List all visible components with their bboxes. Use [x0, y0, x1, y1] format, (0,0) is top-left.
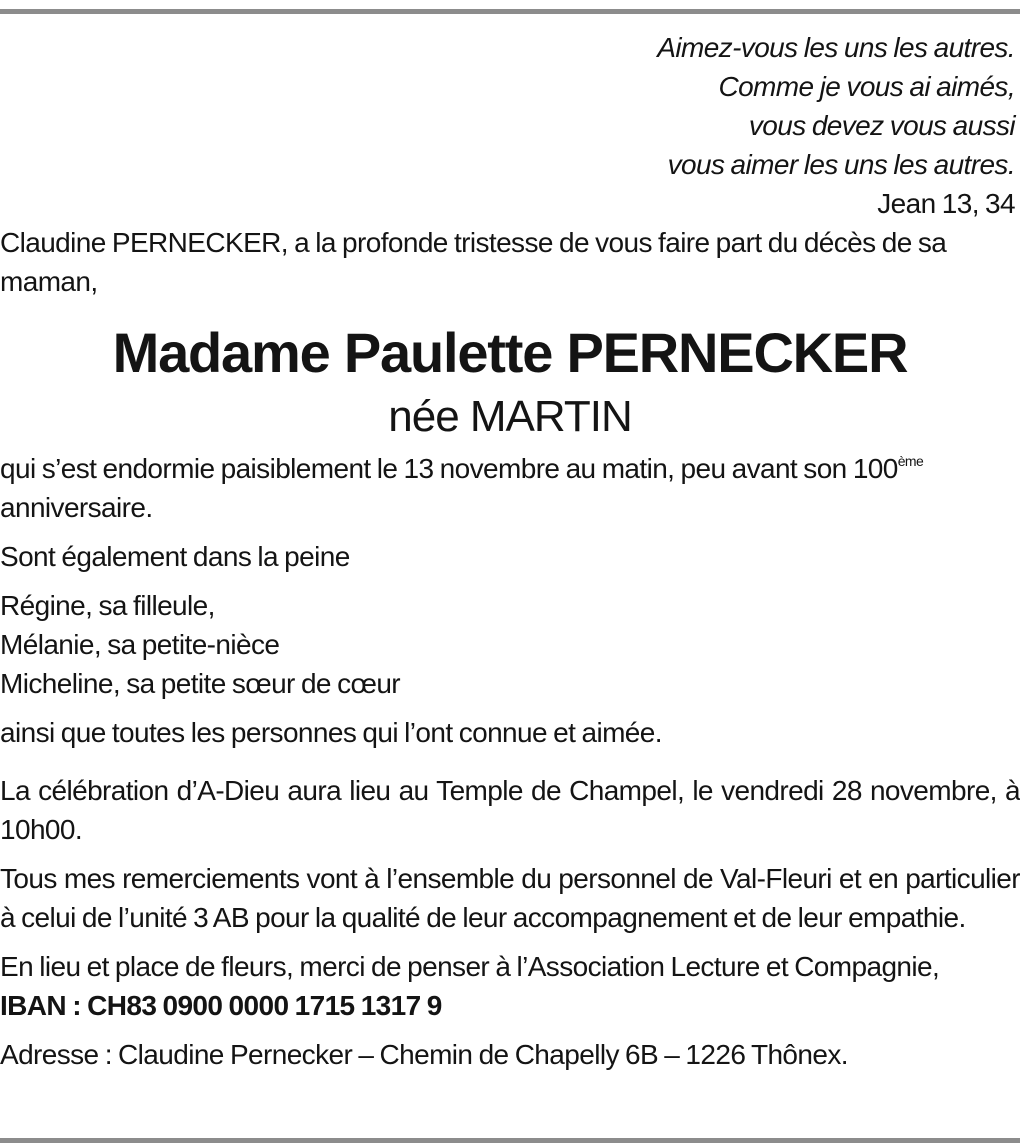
mourner: Mélanie, sa petite-nièce	[0, 629, 280, 660]
bible-verse	[0, 28, 1020, 223]
mourner: Régine, sa filleule,	[0, 590, 215, 621]
verse-line: vous devez vous aussi	[748, 110, 1015, 141]
mourner: Micheline, sa petite sœur de cœur	[0, 668, 401, 699]
maiden-name: née MARTIN	[388, 392, 632, 441]
mourners-closing: ainsi que toutes les personnes qui l’ont connue et aimée.	[0, 717, 662, 748]
bottom-rule	[0, 1138, 1020, 1143]
passing-text: qui s’est endormie paisiblement le 13 novembre au matin, peu avant son 100	[0, 453, 898, 484]
iban: IBAN : CH83 0900 0000 1715 1317 9	[0, 990, 442, 1021]
contact-address: Adresse : Claudine Pernecker – Chemin de Chapelly 6B – 1226 Thônex.	[0, 1039, 848, 1070]
verse-line: Comme je vous ai aimés,	[718, 71, 1015, 102]
top-rule	[0, 9, 1020, 14]
mourners-heading: Sont également dans la peine	[0, 541, 350, 572]
verse-line: Aimez-vous les uns les autres.	[657, 32, 1015, 63]
ordinal-suffix: ème	[897, 453, 924, 469]
verse-reference: Jean 13, 34	[877, 188, 1015, 219]
donation-note	[0, 947, 1020, 1025]
ceremony-details: La célébration d’A-Dieu aura lieu au Temple de Champel, le vendredi 28 novembre, à 10h00.	[0, 775, 1020, 845]
deceased-name: Madame Paulette PERNECKER	[112, 321, 908, 384]
passing-statement	[0, 449, 1020, 527]
obituary-notice	[0, 28, 1020, 1074]
announcement-intro: Claudine PERNECKER, a la profonde tristesse de vous faire part du décès de sa maman,	[0, 227, 947, 297]
passing-text-end: anniversaire.	[0, 492, 153, 523]
donation-text: En lieu et place de fleurs, merci de penser à l’Association Lecture et Compagnie,	[0, 951, 940, 982]
mourners-list	[0, 586, 1020, 703]
verse-line: vous aimer les uns les autres.	[667, 149, 1015, 180]
thanks-note: Tous mes remerciements vont à l’ensemble du personnel de Val-Fleuri et en particulier à celui de l’unité 3 AB pour la qualité de leur accompagnement et de leur empathie.	[0, 863, 1020, 933]
